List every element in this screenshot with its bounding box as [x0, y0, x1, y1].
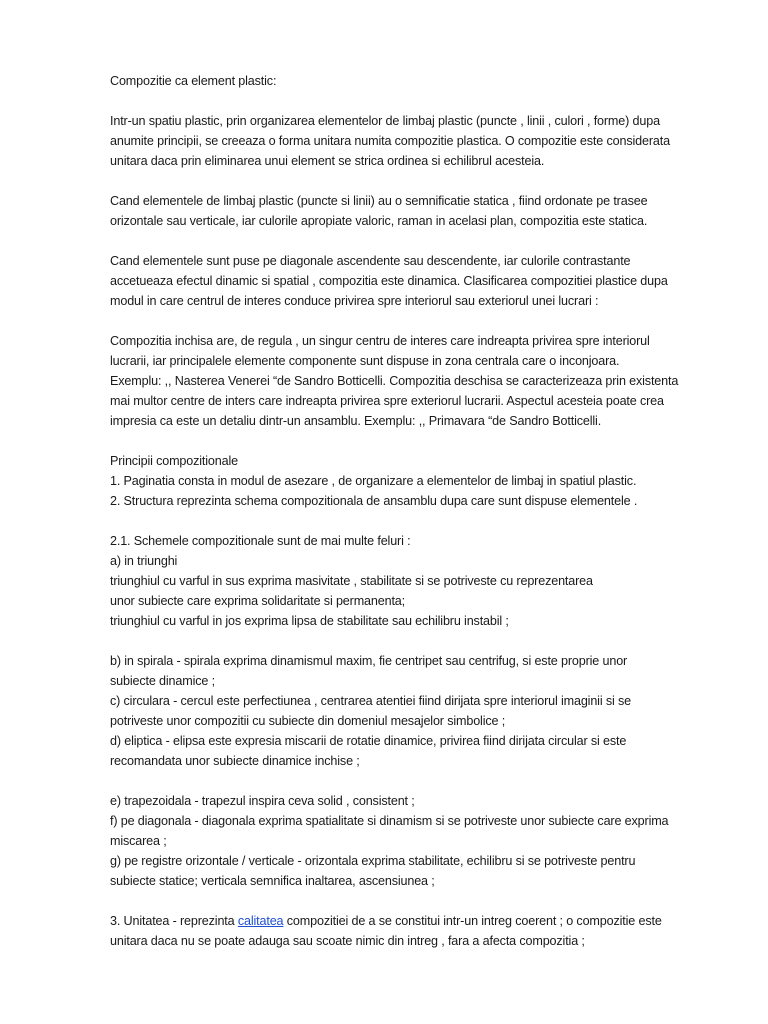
spacer [110, 511, 710, 531]
spacer [110, 91, 710, 111]
paragraph-intro [110, 111, 710, 171]
paragraph-line: subiecte statice; verticala semnifica inaltarea, ascensiunea ; [110, 874, 435, 888]
spacer [110, 771, 710, 791]
list-item: 2. Structura reprezinta schema compozitionala de ansamblu dupa care sunt dispuse elementele . [110, 494, 638, 508]
paragraph-dynamic [110, 251, 710, 311]
paragraph-line: triunghiul cu varful in sus exprima masivitate , stabilitate si se potriveste cu reprezentarea [110, 574, 593, 588]
list-item: 1. Paginatia consta in modul de asezare , de organizare a elementelor de limbaj in spatiul plastic. [110, 474, 637, 488]
paragraph-schemes-b-d [110, 651, 710, 771]
list-item: f) pe diagonala - diagonala exprima spatialitate si dinamism si se potriveste unor subiecte care exprima [110, 814, 669, 828]
paragraph-line: mai multor centre de inters care indreapta privirea spre exteriorul lucrarii. Aspectul acesteia poate crea [110, 394, 664, 408]
paragraph-line: unor subiecte care exprima solidaritate si permanenta; [110, 594, 406, 608]
paragraph-line [110, 911, 710, 931]
paragraph-principles [110, 451, 710, 511]
list-item: a) in triunghi [110, 554, 178, 568]
paragraph-static [110, 191, 710, 231]
paragraph-line: unitara daca prin eliminarea unui element se strica ordinea si echilibrul acesteia. [110, 154, 545, 168]
document-title: Compozitie ca element plastic: [110, 74, 277, 88]
list-item: g) pe registre orizontale / verticale - orizontala exprima stabilitate, echilibru si se potriveste pentru [110, 854, 636, 868]
paragraph-line: miscarea ; [110, 834, 167, 848]
document-page [110, 71, 710, 951]
spacer [110, 171, 710, 191]
calitatea-link[interactable]: calitatea [237, 914, 284, 928]
paragraph-line: accetueaza efectul dinamic si spatial , compozitia este dinamica. Clasificarea compozitiei plastice dupa [110, 274, 668, 288]
list-item: b) in spirala - spirala exprima dinamismul maxim, fie centripet sau centrifug, si este proprie unor [110, 654, 628, 668]
spacer [110, 231, 710, 251]
paragraph-line: impresia ca este un detaliu dintr-un ansamblu. Exemplu: ,, Primavara “de Sandro Botticelli. [110, 414, 602, 428]
section-heading: Principii compozitionale [110, 454, 238, 468]
text-segment: compozitiei de a se constitui intr-un intreg coerent ; o compozitie este [283, 914, 662, 928]
paragraph-schemes-e-g [110, 791, 710, 891]
list-item: 2.1. Schemele compozitionale sunt de mai multe feluri : [110, 534, 411, 548]
paragraph-line: Cand elementele de limbaj plastic (puncte si linii) au o semnificatie statica , fiind ordonate pe trasee [110, 194, 648, 208]
list-item: d) eliptica - elipsa este expresia miscarii de rotatie dinamice, privirea fiind dirijata circular si este [110, 734, 627, 748]
paragraph-line: potriveste unor compozitii cu subiecte din domeniul mesajelor simbolice ; [110, 714, 506, 728]
paragraph-line: triunghiul cu varful in jos exprima lipsa de stabilitate sau echilibru instabil ; [110, 614, 509, 628]
paragraph-line: Cand elementele sunt puse pe diagonale ascendente sau descendente, iar culorile contrastante [110, 254, 631, 268]
paragraph-line: orizontale sau verticale, iar culorile apropiate valoric, raman in acelasi plan, compozitia este statica. [110, 214, 648, 228]
paragraph-line: Exemplu: ,, Nasterea Venerei “de Sandro Botticelli. Compozitia deschisa se caracterizeaza prin existenta [110, 374, 679, 388]
spacer [110, 631, 710, 651]
spacer [110, 311, 710, 331]
text-segment: 3. Unitatea - reprezinta [110, 914, 238, 928]
paragraph-line: Compozitia inchisa are, de regula , un singur centru de interes care indreapta privirea spre interiorul [110, 334, 650, 348]
spacer [110, 891, 710, 911]
paragraph-line: Intr-un spatiu plastic, prin organizarea elementelor de limbaj plastic (puncte , linii , culori , forme) dupa [110, 114, 660, 128]
paragraph-unity [110, 911, 710, 951]
paragraph-schemes [110, 531, 710, 631]
paragraph-line: subiecte dinamice ; [110, 674, 215, 688]
paragraph-line: modul in care centrul de interes conduce privirea spre interiorul sau exteriorul unei lucrari : [110, 294, 599, 308]
list-item: e) trapezoidala - trapezul inspira ceva solid , consistent ; [110, 794, 415, 808]
list-item: c) circulara - cercul este perfectiunea , centrarea atentiei fiind dirijata spre interiorul imaginii si se [110, 694, 631, 708]
paragraph-closed-open [110, 331, 710, 431]
paragraph-line: recomandata unor subiecte dinamice inchise ; [110, 754, 360, 768]
paragraph-line: anumite principii, se creeaza o forma unitara numita compozitie plastica. O compozitie este considerata [110, 134, 670, 148]
paragraph-line: lucrarii, iar principalele elemente componente sunt dispuse in zona centrala care o inconjoara. [110, 354, 620, 368]
spacer [110, 431, 710, 451]
paragraph-line: unitara daca nu se poate adauga sau scoate nimic din intreg , fara a afecta compozitia ; [110, 934, 585, 948]
